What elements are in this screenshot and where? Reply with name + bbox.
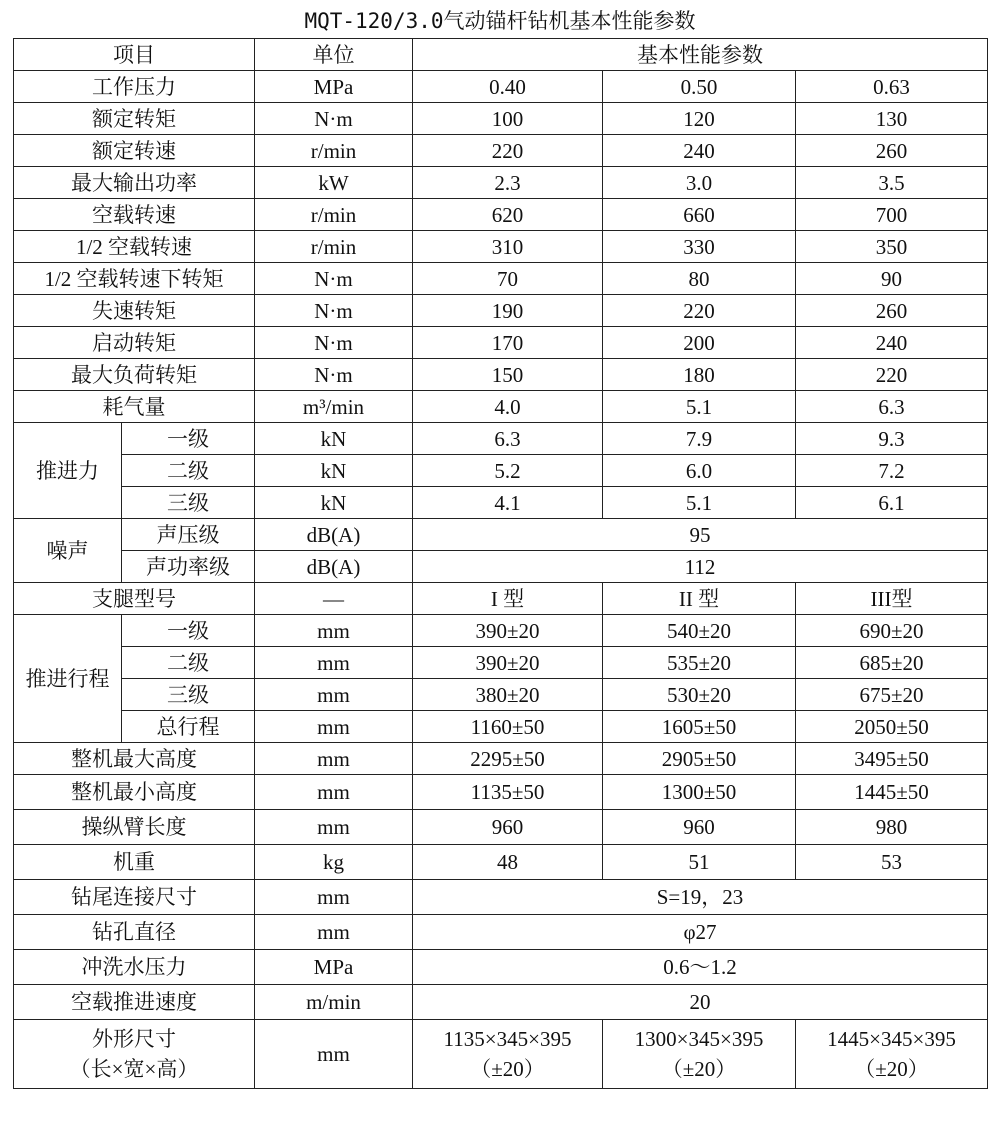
row-unit: N·m <box>255 103 413 135</box>
row-unit: kN <box>255 487 413 519</box>
cell-v2: 2905±50 <box>603 743 796 775</box>
cell-v1 <box>413 1020 603 1089</box>
row-unit: mm <box>255 775 413 810</box>
cell-v2: 540±20 <box>603 615 796 647</box>
cell-v1: 6.3 <box>413 423 603 455</box>
row-label: 工作压力 <box>14 71 255 103</box>
cell-v1: 5.2 <box>413 455 603 487</box>
cell-v2: 960 <box>603 810 796 845</box>
row-thrust-stage3 <box>14 487 988 519</box>
cell-v3: 6.3 <box>796 391 988 423</box>
row-unit: kN <box>255 423 413 455</box>
row-unit: mm <box>255 810 413 845</box>
row-unit: dB(A) <box>255 519 413 551</box>
row-arm-length <box>14 810 988 845</box>
cell-v3: 90 <box>796 263 988 295</box>
cell-v2: 0.50 <box>603 71 796 103</box>
sub-label: 三级 <box>122 679 255 711</box>
row-thrust-stage1 <box>14 423 988 455</box>
row-label: 整机最大高度 <box>14 743 255 775</box>
sub-label: 二级 <box>122 455 255 487</box>
row-unit: dB(A) <box>255 551 413 583</box>
cell-v3: 220 <box>796 359 988 391</box>
row-stroke-total <box>14 711 988 743</box>
cell-v3: 3495±50 <box>796 743 988 775</box>
row-max-height <box>14 743 988 775</box>
row-unit: mm <box>255 647 413 679</box>
cell-v3: 1445±50 <box>796 775 988 810</box>
row-label: 启动转矩 <box>14 327 255 359</box>
cell-v3: 980 <box>796 810 988 845</box>
row-unit: N·m <box>255 295 413 327</box>
sub-label: 声压级 <box>122 519 255 551</box>
cell-v1: 4.1 <box>413 487 603 519</box>
cell-v2: 6.0 <box>603 455 796 487</box>
row-unit: MPa <box>255 950 413 985</box>
row-rated-speed <box>14 135 988 167</box>
header-row <box>14 39 988 71</box>
row-air-consumption <box>14 391 988 423</box>
cell-v1: 190 <box>413 295 603 327</box>
cell-value: 112 <box>413 551 988 583</box>
cell-v1: 220 <box>413 135 603 167</box>
cell-v3: 2050±50 <box>796 711 988 743</box>
dimensions-v2-line2: （±20） <box>661 1057 737 1081</box>
row-max-load-torque <box>14 359 988 391</box>
cell-v2: 220 <box>603 295 796 327</box>
cell-v1: 1160±50 <box>413 711 603 743</box>
row-unit: r/min <box>255 231 413 263</box>
cell-v3: 350 <box>796 231 988 263</box>
row-start-torque <box>14 327 988 359</box>
dimensions-v3-line2: （±20） <box>854 1057 929 1081</box>
cell-v3: 685±20 <box>796 647 988 679</box>
row-unit: MPa <box>255 71 413 103</box>
cell-v3: 130 <box>796 103 988 135</box>
row-idle-speed <box>14 199 988 231</box>
cell-v3: 9.3 <box>796 423 988 455</box>
row-label: 空载转速 <box>14 199 255 231</box>
row-label: 冲洗水压力 <box>14 950 255 985</box>
cell-v2: 1300±50 <box>603 775 796 810</box>
performance-table <box>13 38 988 1089</box>
cell-v2: 200 <box>603 327 796 359</box>
row-label: 机重 <box>14 845 255 880</box>
cell-v1: 390±20 <box>413 615 603 647</box>
cell-v1: 2295±50 <box>413 743 603 775</box>
cell-v3: 260 <box>796 135 988 167</box>
row-half-idle-speed <box>14 231 988 263</box>
row-unit: mm <box>255 915 413 950</box>
row-unit: mm <box>255 679 413 711</box>
cell-v1: 390±20 <box>413 647 603 679</box>
row-unit: mm <box>255 1020 413 1089</box>
row-unit: mm <box>255 711 413 743</box>
header-unit: 单位 <box>255 39 413 71</box>
cell-v1: 48 <box>413 845 603 880</box>
row-stroke-stage3 <box>14 679 988 711</box>
cell-v3: 240 <box>796 327 988 359</box>
row-unit: N·m <box>255 327 413 359</box>
row-unit: r/min <box>255 199 413 231</box>
cell-v3: 0.63 <box>796 71 988 103</box>
row-unit: m/min <box>255 985 413 1020</box>
row-label: 最大负荷转矩 <box>14 359 255 391</box>
cell-v1: 380±20 <box>413 679 603 711</box>
cell-v2: II 型 <box>603 583 796 615</box>
cell-v2: 7.9 <box>603 423 796 455</box>
cell-v2: 535±20 <box>603 647 796 679</box>
cell-v2 <box>603 1020 796 1089</box>
cell-v1: 310 <box>413 231 603 263</box>
cell-v2: 3.0 <box>603 167 796 199</box>
cell-value: 95 <box>413 519 988 551</box>
row-label: 整机最小高度 <box>14 775 255 810</box>
cell-v3: 6.1 <box>796 487 988 519</box>
cell-v2: 240 <box>603 135 796 167</box>
row-stall-torque <box>14 295 988 327</box>
cell-v2: 5.1 <box>603 391 796 423</box>
row-hole-diameter <box>14 915 988 950</box>
cell-v1: 4.0 <box>413 391 603 423</box>
cell-v2: 120 <box>603 103 796 135</box>
row-label: 空载推进速度 <box>14 985 255 1020</box>
sub-label: 三级 <box>122 487 255 519</box>
cell-value: φ27 <box>413 915 988 950</box>
cell-v1: 70 <box>413 263 603 295</box>
row-half-idle-torque <box>14 263 988 295</box>
cell-v3: 700 <box>796 199 988 231</box>
sub-label: 总行程 <box>122 711 255 743</box>
row-unit: mm <box>255 880 413 915</box>
dimensions-label-line2: （长×宽×高） <box>69 1057 199 1081</box>
row-label <box>14 1020 255 1089</box>
cell-value: S=19，23 <box>413 880 988 915</box>
row-label: 最大输出功率 <box>14 167 255 199</box>
row-thrust-stage2 <box>14 455 988 487</box>
group-label-thrust: 推进力 <box>14 423 122 519</box>
row-label: 操纵臂长度 <box>14 810 255 845</box>
cell-v2: 1605±50 <box>603 711 796 743</box>
row-stroke-stage1 <box>14 615 988 647</box>
cell-v2: 51 <box>603 845 796 880</box>
sub-label: 二级 <box>122 647 255 679</box>
row-leg-model <box>14 583 988 615</box>
cell-v3: III型 <box>796 583 988 615</box>
cell-v1: 0.40 <box>413 71 603 103</box>
row-unit: r/min <box>255 135 413 167</box>
cell-value: 0.6～1.2 <box>413 950 988 985</box>
row-noise-power <box>14 551 988 583</box>
dimensions-v2-line1: 1300×345×395 <box>634 1027 764 1051</box>
header-item: 项目 <box>14 39 255 71</box>
row-max-power <box>14 167 988 199</box>
row-unit: N·m <box>255 263 413 295</box>
group-label-stroke: 推进行程 <box>14 615 122 743</box>
row-noise-pressure <box>14 519 988 551</box>
row-unit: — <box>255 583 413 615</box>
row-label: 1/2 空载转速 <box>14 231 255 263</box>
dimensions-v1-line1: 1135×345×395 <box>443 1027 572 1051</box>
row-weight <box>14 845 988 880</box>
row-unit: mm <box>255 743 413 775</box>
dimensions-v1-line2: （±20） <box>470 1057 545 1081</box>
cell-v2: 330 <box>603 231 796 263</box>
sub-label: 一级 <box>122 423 255 455</box>
cell-v3: 675±20 <box>796 679 988 711</box>
row-flush-pressure <box>14 950 988 985</box>
cell-v1: I 型 <box>413 583 603 615</box>
row-label: 支腿型号 <box>14 583 255 615</box>
dimensions-v3-line1: 1445×345×395 <box>827 1027 956 1051</box>
row-label: 失速转矩 <box>14 295 255 327</box>
row-label: 钻孔直径 <box>14 915 255 950</box>
cell-v3: 690±20 <box>796 615 988 647</box>
cell-v2: 660 <box>603 199 796 231</box>
cell-v1: 2.3 <box>413 167 603 199</box>
row-label: 额定转矩 <box>14 103 255 135</box>
row-label: 耗气量 <box>14 391 255 423</box>
cell-v1: 150 <box>413 359 603 391</box>
row-unit: kN <box>255 455 413 487</box>
cell-v2: 530±20 <box>603 679 796 711</box>
sub-label: 一级 <box>122 615 255 647</box>
row-idle-feed-speed <box>14 985 988 1020</box>
row-unit: N·m <box>255 359 413 391</box>
cell-v1: 100 <box>413 103 603 135</box>
row-pressure <box>14 71 988 103</box>
row-label: 1/2 空载转速下转矩 <box>14 263 255 295</box>
cell-value: 20 <box>413 985 988 1020</box>
cell-v1: 1135±50 <box>413 775 603 810</box>
group-label-noise: 噪声 <box>14 519 122 583</box>
row-dimensions <box>14 1020 988 1089</box>
row-rated-torque <box>14 103 988 135</box>
cell-v3: 7.2 <box>796 455 988 487</box>
dimensions-label-line1: 外形尺寸 <box>92 1027 176 1051</box>
row-unit: mm <box>255 615 413 647</box>
cell-v3 <box>796 1020 988 1089</box>
row-stroke-stage2 <box>14 647 988 679</box>
row-unit: m³/min <box>255 391 413 423</box>
cell-v2: 80 <box>603 263 796 295</box>
header-params: 基本性能参数 <box>413 39 988 71</box>
row-unit: kg <box>255 845 413 880</box>
sub-label: 声功率级 <box>122 551 255 583</box>
row-label: 额定转速 <box>14 135 255 167</box>
cell-v1: 170 <box>413 327 603 359</box>
cell-v3: 53 <box>796 845 988 880</box>
row-min-height <box>14 775 988 810</box>
cell-v1: 620 <box>413 199 603 231</box>
row-unit: kW <box>255 167 413 199</box>
cell-v1: 960 <box>413 810 603 845</box>
cell-v2: 180 <box>603 359 796 391</box>
row-label: 钻尾连接尺寸 <box>14 880 255 915</box>
cell-v3: 260 <box>796 295 988 327</box>
cell-v2: 5.1 <box>603 487 796 519</box>
row-shank-size <box>14 880 988 915</box>
table-title: MQT-120/3.0气动锚杆钻机基本性能参数 <box>304 9 696 33</box>
cell-v3: 3.5 <box>796 167 988 199</box>
